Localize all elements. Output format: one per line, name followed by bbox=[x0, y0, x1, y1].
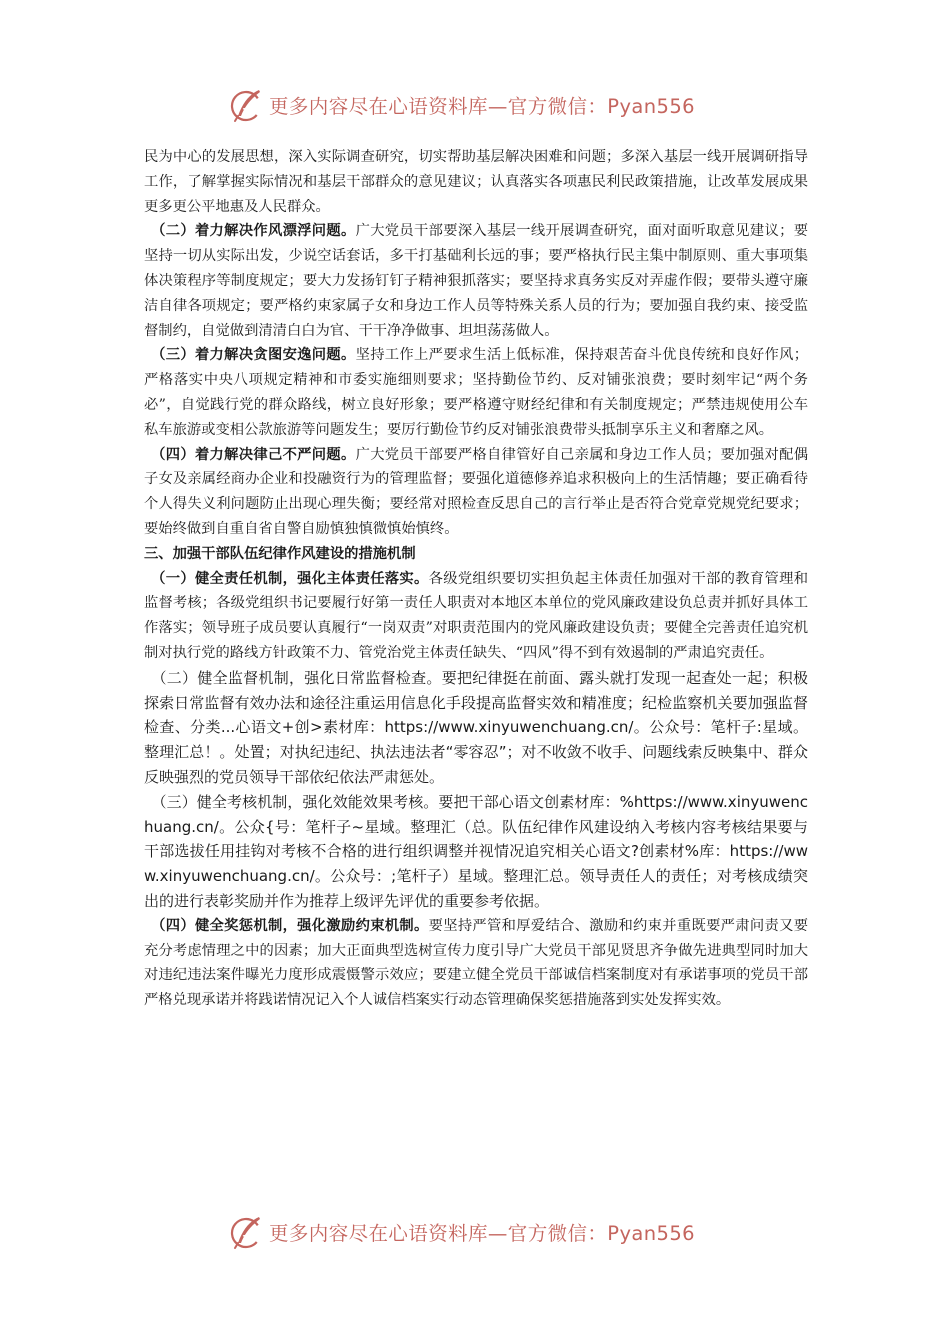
paragraph-body: 各级党组织要切实担负起主体责任加强对干部的教育管理和监督考核；各级党组织书记要履行好第一责任人职责对本地区本单位的党风廉政建设负总责并抓好具体工作落实；领导班子成员要认真履行“一岗双责”对职责范围内的党风廉政建设负责；要健全完善责任追究机制对执行党的路线方针政策不力、管党治党主体责任缺失、“四风”得不到有效遏制的严肃追究责任。 bbox=[144, 570, 808, 661]
paragraph-title: （四）健全奖惩机制，强化激励约束机制。 bbox=[151, 917, 429, 934]
paragraph-title: （一）健全责任机制，强化主体责任落实。 bbox=[151, 570, 429, 587]
footer-banner bbox=[229, 1212, 749, 1252]
paragraph-title: （三）着力解决贪图安逸问题。 bbox=[151, 347, 356, 364]
paragraph bbox=[144, 343, 808, 442]
banner-text: 更多内容尽在心语资料库—官方微信：Pyan556 bbox=[269, 1222, 695, 1245]
paragraph bbox=[144, 914, 808, 1013]
paragraph: 民为中心的发展思想，深入实际调查研究，切实帮助基层解决困难和问题；多深入基层一线开展调研指导工作，了解掌握实际情况和基层干部群众的意见建议；认真落实各项惠民利民政策措施，让改革发展成果更多更公平地惠及人民群众。 bbox=[144, 149, 808, 215]
header-banner bbox=[229, 85, 749, 125]
paragraph-body: 要坚持严管和厚爱结合、激励和约束并重既要严肃问责又要充分考虑情理之中的因素；加大正面典型选树宣传力度引导广大党员干部见贤思齐争做先进典型同时加大对违纪违法案件曝光力度形成震慑警示效应；要建立健全党员干部诚信档案制度对有承诺事项的党员干部严格兑现承诺并将践诺情况记入个人诚信档案实行动态管理确保奖惩措施落到实处发挥实效。 bbox=[144, 917, 808, 1009]
paragraph-body: 广大党员干部要深入基层一线开展调查研究，面对面听取意见建议；要坚持一切从实际出发，少说空话套话，多干打基础利长远的事；要严格执行民主集中制原则、重大事项集体决策程序等制度规定；要大力发扬钉钉子精神狠抓落实；要坚持求真务实反对弄虚作假；要带头遵守廉洁自律各项规定；要严格约束家属子女和身边工作人员等特殊关系人员的行为；要加强自我约束、接受监督制约，自觉做到清清白白为官、干干净净做事、坦坦荡荡做人。 bbox=[144, 223, 808, 339]
paragraph-title: （四）着力解决律己不严问题。 bbox=[151, 446, 356, 463]
paragraph bbox=[144, 443, 808, 542]
paragraph: （三）健全考核机制，强化效能效果考核。要把干部心语文创素材库：%https://www.xinyuwenchuang.cn/。公众{号：笔杆子~星域。整理汇（总。队伍纪律作风建设纳入考核内容考核结果要与干部选拔任用挂钩对考核不合格的进行组织调整并视情况追究相关心语文?创素材%库：https://www.xinyuwenchuang.cn/。公众号：;笔杆子）星域。整理汇总。领导责任人的责任；对考核成绩突出的进行表彰奖励并作为推荐上级评先评优的重要参考依据。 bbox=[144, 792, 808, 910]
paragraph: （二）健全监督机制，强化日常监督检查。要把纪律挺在前面、露头就打发现一起查处一起；积极探索日常监督有效办法和途径注重运用信息化手段提高监督实效和精准度；纪检监察机关要加强监督检查、分类...心语文+创>素材库：https://www.xinyuwenchuang.cn/。公众号：笔杆子:星域。整理汇总！。处置；对执纪违纪、执法违法者“零容忍”；对不收敛不收手、问题线索反映集中、群众反映强烈的党员领导干部依纪依法严肃惩处。 bbox=[144, 668, 808, 786]
paragraph bbox=[144, 567, 808, 666]
quill-logo-icon bbox=[229, 87, 265, 123]
document-body bbox=[144, 145, 808, 1013]
paragraph-title: （二）着力解决作风漂浮问题。 bbox=[151, 223, 356, 240]
paragraph-body: 广大党员干部要严格自律管好自己亲属和身边工作人员；要加强对配偶子女及亲属经商办企业和投融资行为的管理监督；要强化道德修养追求积极向上的生活情趣；要正确看待个人得失义利问题防止出现心理失衡；要经常对照检查反思自己的言行举止是否符合党章党规党纪要求；要始终做到自重自省自警自励慎独慎微慎始慎终。 bbox=[144, 446, 808, 537]
paragraph-body: 坚持工作上严要求生活上低标准，保持艰苦奋斗优良传统和良好作风；严格落实中央八项规定精神和市委实施细则要求；坚持勤俭节约、反对铺张浪费；要时刻牢记“两个务必”，自觉践行党的群众路线，树立良好形象；要严格遵守财经纪律和有关制度规定；严禁违规使用公车私车旅游或变相公款旅游等问题发生；要厉行勤俭节约反对铺张浪费带头抵制享乐主义和奢靡之风。 bbox=[144, 347, 808, 438]
banner-text: 更多内容尽在心语资料库—官方微信：Pyan556 bbox=[269, 95, 695, 118]
section-heading: 三、加强干部队伍纪律作风建设的措施机制 bbox=[144, 545, 416, 562]
quill-logo-icon bbox=[229, 1214, 265, 1250]
paragraph bbox=[144, 219, 808, 343]
